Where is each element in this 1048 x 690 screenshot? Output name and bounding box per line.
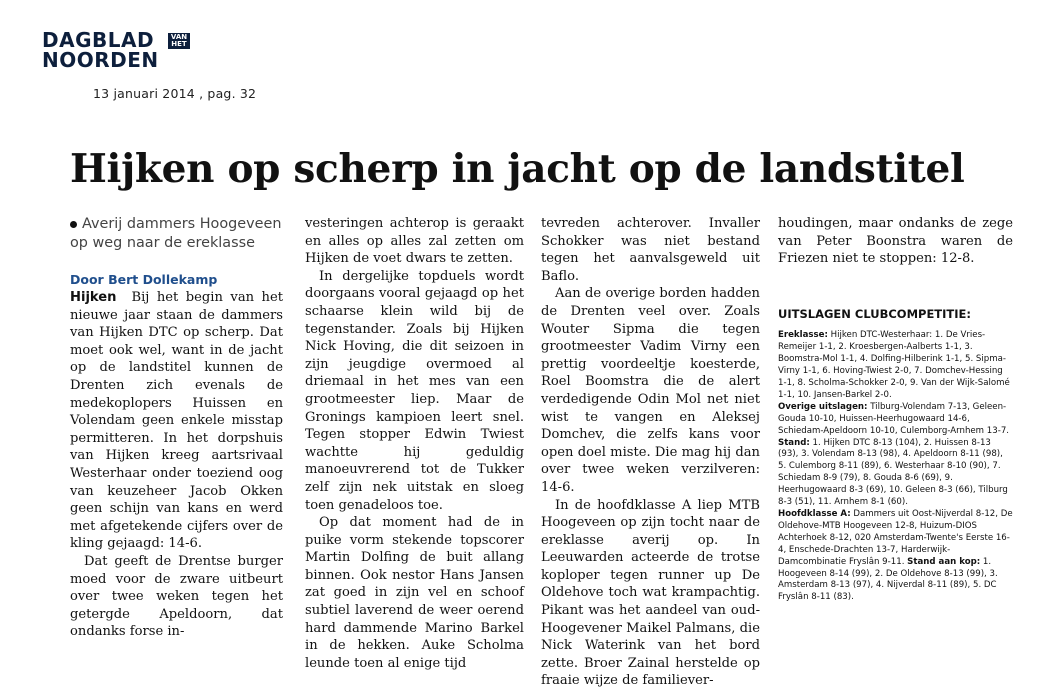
- intro-lead: [70, 215, 283, 253]
- bullet-icon: [70, 221, 77, 228]
- column-1: [70, 215, 283, 641]
- results-block: [778, 330, 1013, 604]
- masthead-line-2: NOORDEN: [42, 50, 159, 70]
- column-3: [541, 215, 760, 690]
- results-label: Stand aan kop:: [907, 557, 980, 567]
- paragraph: Aan de overige borden hadden de Drenten veel over. Zoals Wouter Sipma die tegen grootmeester Vadim Virny een prettig voordeeltje koesterde, Roel Boomstra die de alert verdedigende Odin Mol net niet wist te vangen en Aleksej Domchev, die zelfs kans voor open doel miste. Die mag hij dan over twee weken verzilveren: 14-6.: [541, 285, 760, 496]
- paragraph: In de hoofdklasse A liep MTB Hoogeveen op zijn tocht naar de ereklasse averij op. In Leeuwarden acteerde de trotse koploper tegen runner up De Oldehove toch wat krampachtig. Pikant was het aandeel van oud-Hoogevener Maikel Palmans, die Nick Waterink van het bord zette. Broer Zainal herstelde op fraaie wijze de familiever-: [541, 497, 760, 690]
- results-text: 1. Hoogeveen 8-14 (99), 2. De Oldehove 8-13 (99), 3. Amsterdam 8-13 (97), 4. Nijverdal 8-11 (89), 5. DC Fryslân 8-11 (83).: [778, 557, 998, 603]
- masthead-line-1: DAGBLAD: [42, 30, 159, 50]
- paragraph: Op dat moment had de in puike vorm stekende topscorer Martin Dolfing de buit allang binnen. Ook nestor Hans Jansen zat goed in zijn vel en schoof subtiel laverend de weer oerend hard dammende Marino Barkel in de hekken. Auke Scholma leunde toen al enige tijd: [305, 514, 524, 672]
- results-text: Hijken DTC-Westerhaar: 1. De Vries-Remeijer 1-1, 2. Kroesbergen-Aalberts 1-1, 3. Boomstra-Mol 1-1, 4. Dolfing-Hilberink 1-1, 5. Sipma-Virny 1-1, 6. Hoving-Twiest 2-0, 7. Domchev-Hessing 1-1, 8. Scholma-Schokker 2-0, 9. Van der Wijk-Salomé 1-1, 10. Jansen-Barkel 2-0.: [778, 330, 1010, 400]
- paragraph: [70, 289, 283, 553]
- masthead-tag: VAN HET: [168, 33, 190, 49]
- paragraph-text: Bij het begin van het nieuwe jaar staan de dammers van Hijken DTC op scherp. Dat moet ook wel, want in de jacht op de landstitel kunnen de Drenten zich evenals de medekoplopers Huissen en Volendam geen enkele misstap permitteren. In het dorpshuis van Hijken kreeg aartsrivaal Westerhaar onder toeziend oog van keuzeheer Jacob Okken geen schijn van kans en werd met afgetekende cijfers over de kling gejaagd: 14-6.: [70, 290, 283, 551]
- paragraph: Dat geeft de Drentse burger moed voor de zware uitbeurt over twee weken tegen het getergde Apeldoorn, dat ondanks forse in-: [70, 553, 283, 641]
- paragraph: houdingen, maar ondanks de zege van Peter Boonstra waren de Friezen niet te stoppen: 12-8.: [778, 215, 1013, 268]
- intro-text: Averij dammers Hoogeveen op weg naar de ereklasse: [70, 216, 281, 251]
- paragraph: In dergelijke topduels wordt doorgaans vooral gejaagd op het schaarse klein wild bij de tegenstander. Zoals bij Hijken Nick Hoving, die dit seizoen in zijn jeugdige overmoed al driemaal in het mes van een grootmeester liep. Maar de Gronings kampioen leert snel. Tegen stopper Edwin Twiest wachtte hij geduldig manoeuvrerend tot de Tukker zelf zijn nek uitstak en sloeg toen genadeloos toe.: [305, 268, 524, 514]
- column-2: [305, 215, 524, 672]
- results-label: Overige uitslagen:: [778, 402, 867, 412]
- results-heading: UITSLAGEN CLUBCOMPETITIE:: [778, 306, 1013, 324]
- results-text: Dammers uit Oost-Nijverdal 8-12, De Oldehove-MTB Hoogeveen 12-8, Huizum-DIOS Achterhoek 8-12, 020 Amsterdam-Twente's Eerste 16-4, Enschede-Drachten 13-7, Harderwijk-Damcombinatie Fryslân 9-11.: [778, 509, 1013, 567]
- paragraph: tevreden achterover. Invaller Schokker was niet bestand tegen het aanvalsgeweld uit Baflo.: [541, 215, 760, 285]
- results-label: Ereklasse:: [778, 330, 828, 340]
- byline: Door Bert Dollekamp: [70, 271, 283, 288]
- headline: Hijken op scherp in jacht op de landstitel: [70, 145, 965, 193]
- results-label: Stand:: [778, 438, 810, 448]
- column-4: [778, 215, 1013, 604]
- results-text: Tilburg-Volendam 7-13, Geleen-Gouda 10-10, Huissen-Heerhugowaard 14-6, Schiedam-Apeldoorn 10-10, Culemborg-Arnhem 13-7.: [778, 402, 1009, 436]
- results-text: 1. Hijken DTC 8-13 (104), 2. Huissen 8-13 (93), 3. Volendam 8-13 (98), 4. Apeldoorn 8-11 (98), 5. Culemborg 8-11 (89), 6. Westerhaar 8-10 (90), 7. Schiedam 8-9 (79), 8. Gouda 8-6 (69), 9. Heerhugowaard 8-3 (69), 10. Geleen 8-3 (66), Tilburg 8-3 (51), 11. Arnhem 8-1 (60).: [778, 438, 1008, 508]
- dateline-location: Hijken: [70, 290, 117, 305]
- dateline: 13 januari 2014 , pag. 32: [93, 86, 256, 101]
- results-label: Hoofdklasse A:: [778, 509, 851, 519]
- paragraph: vesteringen achterop is geraakt en alles op alles zal zetten om Hijken de voet dwars te zetten.: [305, 215, 524, 268]
- masthead-logo: [42, 30, 159, 70]
